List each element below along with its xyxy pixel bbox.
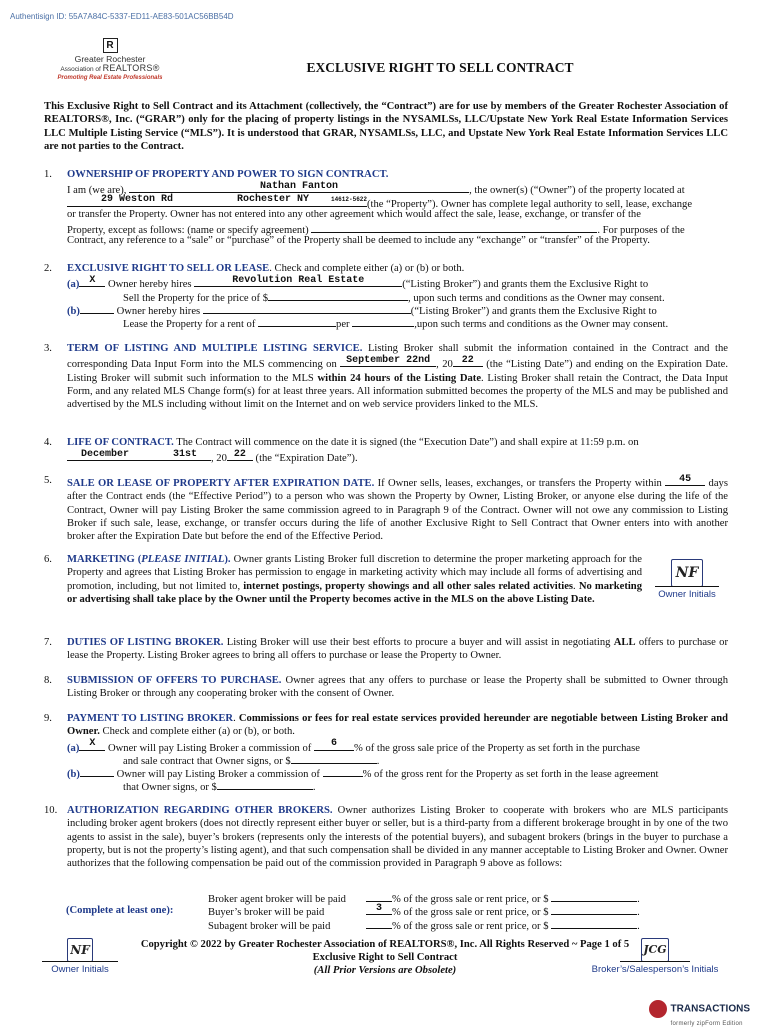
buyers-broker-fee-field[interactable]: [551, 903, 637, 915]
rent-field[interactable]: [258, 315, 336, 327]
compensation-row: Buyer’s broker will be paid 3 % of the gross sale or rent price, or $ .: [208, 903, 640, 919]
logo-line2: Association of REALTORS®: [60, 63, 160, 73]
lease-broker-field[interactable]: [203, 302, 411, 314]
compensation-row: Subagent broker will be paid % of the gross sale or rent price, or $ .: [208, 917, 640, 930]
buyers-broker-pct-field[interactable]: 3: [366, 903, 392, 915]
broker-initials-label: Broker’s/Salesperson’s Initials: [591, 964, 719, 975]
owner-name-field[interactable]: Nathan Fanton: [129, 181, 469, 193]
section-9: 9. PAYMENT TO LISTING BROKER. Commissions or fees for real estate services provided hereunder are negotiable between Listing Broker and Owner. Check and complete either (a) or (b), or both. (a) X Owner will pay Listing Broker a commission of 6 % of the gross sale price of the Property as set forth in the purchase and sale contract that Owner signs, or $ . (b) Owner will pay Listing Broker a commission of % of the gross rent for the Property as set forth in the lease agreement that Owner signs, or $ .: [44, 713, 729, 794]
owner-initials-label: Owner Initials: [51, 964, 109, 975]
listing-year-field[interactable]: 22: [453, 355, 483, 367]
section-5: 5. SALE OR LEASE OF PROPERTY AFTER EXPIRATION DATE. If Owner sells, leases, exchanges, or transfers the Property within 45 days after the Contract ends (the “Effective Period”) to a person who was shown the Property by Owner, Listing Broker, or anyone else during the life of the Contract, Owner will pay Listing Broker the same commission agreed to in Paragraph 9 of the Contract. Owner will not owe any commission to Listing Broker if such sale, lease, exchange, or transfer occurs during the life of another Exclusive Right to Sell Contract that Owner enters into with another broker after the Expiration Date but before the end of the Effective Period.: [44, 473, 728, 543]
owner-initials-signature: NF: [67, 938, 93, 962]
rent-commission-field[interactable]: [323, 765, 363, 777]
section-8: 8. SUBMISSION OF OFFERS TO PURCHASE. Owner agrees that any offers to purchase or lease the Property shall be submitted to Owner through Listing Broker or through any cooperating broker with the consent of Owner.: [44, 675, 728, 700]
rent-fee-field[interactable]: [217, 778, 313, 790]
section-number: 1.: [44, 169, 52, 180]
street-field[interactable]: 29 Weston Rd: [67, 195, 207, 207]
sell-price-field[interactable]: [268, 289, 408, 301]
rent-period-field[interactable]: [352, 315, 414, 327]
sale-commission-field[interactable]: 6: [314, 739, 354, 751]
effective-days-field[interactable]: 45: [665, 474, 705, 486]
section-heading: OWNERSHIP OF PROPERTY AND POWER TO SIGN CONTRACT: [67, 169, 386, 180]
sale-fee-field[interactable]: [291, 752, 377, 764]
section-10: 10. AUTHORIZATION REGARDING OTHER BROKERS. Owner authorizes Listing Broker to cooperate with brokers who are MLS participants including broker agent brokers (does not directly represent either buyer or seller, but is a third-party from a different brokerage brought in by one of the two agents to assist in the sale), buyer’s brokers (represents only the interests of the potential buyers), and subagent brokers (brings in the buyer to purchase a property, but is not the property’s listing agent), and that such compensation shall be divided in any manner acceptable to Listing Broker and Owner. Owner authorizes that the following compensation be paid out of the commission provided in Paragraph 9 above as follows:: [44, 805, 728, 870]
payment-b-check[interactable]: [80, 765, 114, 777]
logo-tagline: Promoting Real Estate Professionals: [57, 75, 163, 81]
copyright-line: Copyright © 2022 by Greater Rochester Association of REALTORS®, Inc. All Rights Reserved ~ Page 1 of 5: [140, 939, 630, 950]
footer-doc-name: Exclusive Right to Sell Contract: [312, 952, 458, 963]
compensation-rows: [208, 890, 640, 930]
transactions-icon: [649, 1000, 667, 1018]
listing-date-field[interactable]: September 22nd: [340, 355, 436, 367]
subagent-fee-field[interactable]: [551, 917, 637, 929]
section-2: 2. EXCLUSIVE RIGHT TO SELL OR LEASE. Check and complete either (a) or (b) or both. (a) X Owner hereby hires Revolution Real Estate (“Listing Broker”) and grants them the Exclusive Right to Sell the Property for the price of $ , upon such terms and conditions as the Owner may consent. (b) Owner hereby hires (“Listing Broker”) and grants them the Exclusive Right to Lease the Property for a rent of per ,upon such terms and conditions as the Owner may consent.: [44, 263, 669, 331]
initials-signature: NF: [671, 559, 703, 587]
broker-agent-pct-field[interactable]: [366, 890, 392, 902]
subagent-pct-field[interactable]: [366, 917, 392, 929]
section-3: 3. TERM OF LISTING AND MULTIPLE LISTING SERVICE. Listing Broker shall submit the information contained in the Contract and the corresponding Data Input Form into the MLS commencing on September 22nd , 20 22 (the “Listing Date”) and ending on the Expiration Date. Listing Broker will submit such information to the MLS within 24 hours of the Listing Date. Listing Broker shall retain the Contract, the Data Input Form, and any related MLS Change form(s) for at least three years. All information submitted becomes the property of the MLS and may be published and advertised by the MLS including without limit on the Internet and on web service providers linked to the MLS.: [44, 343, 728, 411]
option-b-check[interactable]: [80, 302, 114, 314]
section-1: 1. OWNERSHIP OF PROPERTY AND POWER TO SIGN CONTRACT. I am (we are), Nathan Fanton , the owner(s) (“Owner”) of the property located at 29 Weston Rd Rochester NY 14612-5622 (the “Property”). Owner has complete legal authority to sell, lease, exchange or transfer the Property. Owner has not entered into any other agreement which would affect the sale, lease, exchange, or transfer of the Property, except as follows: (name or specify agreement) . For purposes of the Contract, any reference to a “sale” or “purchase” of the Property shall be deemed to include any “exchange” or “transfer” of the Property.: [44, 169, 693, 247]
expiration-year-field[interactable]: 22: [227, 449, 253, 461]
section-6: 6. MARKETING (PLEASE INITIAL). Owner grants Listing Broker full discretion to determine the proper marketing approach for the Property and agrees that Listing Broker has permission to engage in marketing activity which may include all forms of advertising and promotion, including, but not limited to, internet postings, property showings and all other sales related activities. No marketing or advertising shall take place by the Owner until the Property becomes active in the MLS on the above Listing Date. NF Owner Initials: [44, 553, 728, 606]
owner-initials-label: Owner Initials: [658, 589, 716, 600]
transactions-logo: TRANSACTIONS formerly zipForm Edition: [649, 1000, 750, 1031]
section-7: 7. DUTIES OF LISTING BROKER. Listing Broker will use their best efforts to procure a buyer and will assist in negotiating ALL offers to purchase or lease the Property. Listing Broker agrees to bring all offers to purchase or lease the Property to Owner.: [44, 637, 728, 662]
compensation-row: Broker agent broker will be paid % of the gross sale or rent price, or $ .: [208, 890, 640, 903]
broker-agent-fee-field[interactable]: [551, 890, 637, 902]
footer-obsolete-note: (All Prior Versions are Obsolete): [313, 965, 457, 976]
listing-broker-field[interactable]: Revolution Real Estate: [194, 275, 402, 287]
city-field[interactable]: Rochester NY 14612-5622: [207, 195, 367, 207]
broker-initials-signature: JCG: [641, 938, 669, 962]
agreement-field[interactable]: [311, 221, 597, 233]
payment-a-check[interactable]: X: [79, 739, 105, 751]
logo-line1: Greater Rochester: [74, 54, 146, 64]
section-4: 4. LIFE OF CONTRACT. The Contract will commence on the date it is signed (the “Execution Date”) and shall expire at 11:59 p.m. on December 31st , 20 22 (the “Expiration Date”).: [44, 437, 639, 465]
intro-paragraph: This Exclusive Right to Sell Contract and its Attachment (collectively, the “Contract”) are for use by members of the Greater Rochester Association of REALTORS®, Inc. (“GRAR”) only for the placing of property listings in the NYSAMLSs, LLC/Upstate New York Real Estate Information Services LLC Multiple Listing Service (“MLS”). It is understood that GRAR, NYSAMLSs, LLC, and Upstate New York Real Estate Information Services LLC are not parties to the Contract.: [44, 101, 728, 152]
page-title: EXCLUSIVE RIGHT TO SELL CONTRACT: [306, 60, 574, 75]
owner-initials-marketing[interactable]: [650, 559, 724, 601]
realtor-r-icon: R: [103, 38, 118, 53]
option-a-check[interactable]: X: [79, 275, 105, 287]
broker-initials-footer[interactable]: [580, 938, 730, 976]
authentisign-id: Authentisign ID: 55A7A84C-5337-ED11-AE83-501AC56BB54D: [10, 12, 234, 21]
expiration-date-field[interactable]: December 31st: [67, 449, 211, 461]
complete-at-least-one: (Complete at least one):: [66, 905, 174, 916]
